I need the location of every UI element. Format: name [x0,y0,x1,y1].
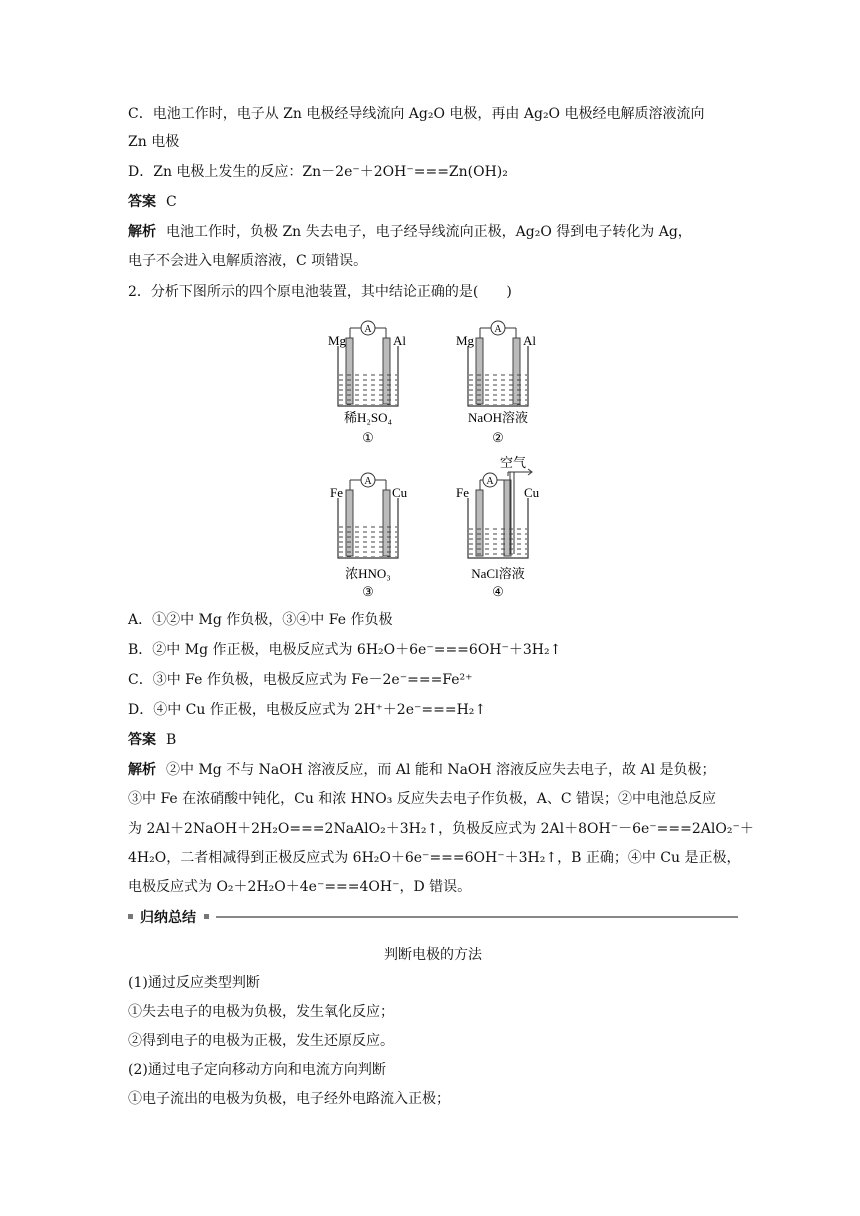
q1-option-c-cont: Zn 电极 [128,134,180,150]
analysis-2-line-5: 电极反应式为 O₂＋2H₂O＋4e⁻===4OH⁻，D 错误。 [128,879,472,895]
cell-diagram-2 [452,318,544,450]
solution [339,374,397,405]
analysis-label: 解析 [128,224,156,240]
analysis-2-line-4: 4H₂O，二者相减得到正极反应式为 6H₂O＋6e⁻===6OH⁻＋3H₂↑，B 正确；④中 Cu 是正极， [128,850,741,866]
cell-diagram-3 [322,470,414,602]
q2-option-c: C．③中 Fe 作负极，电极反应式为 Fe－2e⁻===Fe²⁺ [128,672,473,688]
solution-label: 浓HNO₃ [345,566,391,581]
analysis-2-line-2: ③中 Fe 在浓硝酸中钝化，Cu 和浓 HNO₃ 反应失去电子作负极，A、C 错误；②中电池总反应 [128,791,717,807]
divider [216,916,738,918]
gas-label: 空气 [500,455,527,470]
ammeter-label: A [494,324,502,335]
answer-1 [128,192,738,212]
electrode-left-label: Mg [328,333,347,348]
analysis-1-line-2: 电子不会进入电解质溶液，C 项错误。 [128,253,368,269]
answer-label: 答案 [128,194,156,210]
electrode-left-label: Fe [330,485,343,500]
electrode-right-label: Al [393,333,406,348]
analysis-text: ②中 Mg 不与 NaOH 溶液反应，而 Al 能和 NaOH 溶液反应失去电子，故 Al 是负极； [166,762,716,778]
summary-title: 归纳总结 [140,910,196,926]
cell-number: ② [492,430,504,445]
solution-label: 稀H₂SO₄ [343,410,393,425]
electrode-right-label: Cu [524,485,540,500]
method-2-a: ①电子流出的电极为负极，电子经外电路流入正极； [128,1091,450,1107]
solution [469,526,527,557]
answer-value: C [166,194,177,210]
analysis-1-line-1 [128,222,738,242]
q2-option-a: A．①②中 Mg 作负极，③④中 Fe 作负极 [128,612,393,628]
ammeter-label: A [486,476,494,487]
electrode-right-label: Al [523,333,536,348]
solution-label: NaCl溶液 [471,566,525,581]
analysis-label: 解析 [128,762,156,778]
solution-label: NaOH溶液 [468,410,528,425]
electrode-left-label: Mg [456,333,475,348]
analysis-2-line-1 [128,760,738,780]
cell-number: ③ [362,584,374,599]
q1-option-c: C．电池工作时，电子从 Zn 电极经导线流向 Ag₂O 电极，再由 Ag₂O 电极经电解质溶液流向 [128,106,705,122]
q2-option-b: B．②中 Mg 作正极，电极反应式为 6H₂O＋6e⁻===6OH⁻＋3H₂↑ [128,642,562,658]
analysis-text: 电池工作时，负极 Zn 失去电子，电子经导线流向正极，Ag₂O 得到电子转化为 Ag， [166,224,692,240]
q2-stem: 2．分析下图所示的四个原电池装置，其中结论正确的是( ) [128,284,512,300]
cell-number: ① [362,430,374,445]
method-1: (1)通过反应类型判断 [128,975,260,991]
solution [469,374,527,405]
q2-option-d: D．④中 Cu 作正极，电极反应式为 2H⁺＋2e⁻===H₂↑ [128,702,487,718]
answer-value: B [166,732,177,748]
q1-option-d: D．Zn 电极上发生的反应：Zn－2e⁻＋2OH⁻===Zn(OH)₂ [128,164,508,180]
electrode-right-label: Cu [392,485,408,500]
method-2: (2)通过电子定向移动方向和电流方向判断 [128,1062,386,1078]
cell-diagram-1 [322,318,414,450]
method-1-b: ②得到电子的电极为正极，发生还原反应。 [128,1033,394,1049]
cell-diagram-4 [452,452,548,602]
ammeter-label: A [364,476,372,487]
ammeter-label: A [364,324,372,335]
square-bullet-icon [204,914,209,919]
answer-2 [128,730,738,750]
cell-number: ④ [492,584,504,599]
analysis-2-line-3: 为 2Al＋2NaOH＋2H₂O===2NaAlO₂＋3H₂↑，负极反应式为 2Al＋8OH⁻－6e⁻===2AlO₂⁻＋ [128,821,754,837]
answer-label: 答案 [128,732,156,748]
solution [339,526,397,557]
square-bullet-icon [128,914,133,919]
summary-header [128,907,738,927]
method-1-a: ①失去电子的电极为负极，发生氧化反应； [128,1004,394,1020]
method-title: 判断电极的方法 [384,947,482,963]
electrode-left-label: Fe [456,485,469,500]
